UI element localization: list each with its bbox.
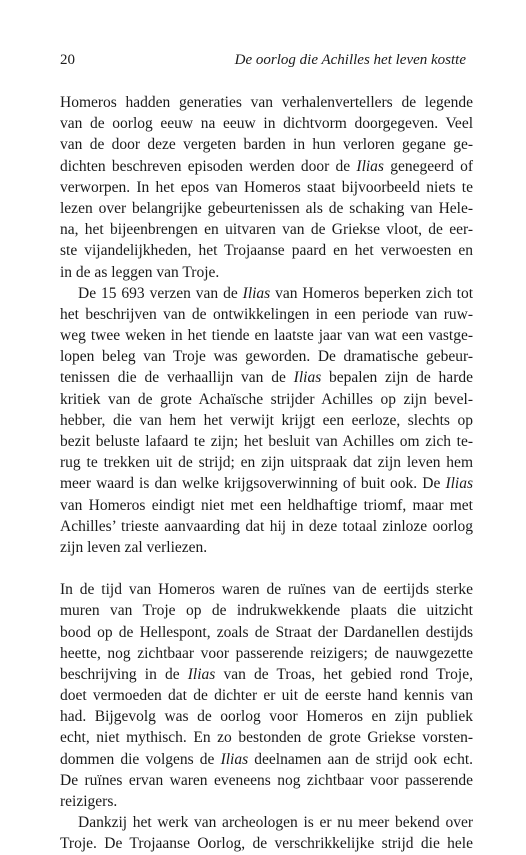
text-run: bezit beluste lafaard te zijn; het besluit van Achilles om zich te- [60, 433, 473, 450]
text-run: rug te trekken uit de strijd; en zijn uitspraak dat zijn leven hem [60, 454, 473, 472]
text-line [60, 770, 473, 791]
text-run: weg twee weken in het tiende en laatste jaar van wat een vastge- [60, 327, 473, 345]
text-run: doet vermoeden dat de dichter er uit de eerste hand kennis van [60, 687, 473, 705]
paragraph [60, 92, 473, 283]
text-line [60, 431, 473, 452]
text-line [60, 262, 473, 283]
text-line [60, 643, 473, 664]
text-line [60, 219, 473, 240]
text-run: deelnamen aan de strijd ook echt. [248, 750, 473, 768]
text-line [60, 240, 473, 261]
text-run: verworpen. In het epos van Homeros staat bijvoorbeeld niets te [60, 178, 473, 196]
text-line [60, 685, 473, 706]
text-line [60, 367, 473, 388]
text-line [60, 537, 473, 558]
text-run: tenissen die de verhaallijn van de [60, 369, 294, 387]
text-run: De 15 693 verzen van de [78, 284, 243, 302]
text-run: Homeros hadden generaties van verhalenvertellers de legende [60, 94, 473, 111]
text-run: kritiek van de grote Achaïsche strijder Achilles op zijn bevel- [60, 390, 473, 408]
italic-title: Ilias [445, 475, 473, 493]
text-run: bepalen zijn de harde [321, 369, 473, 387]
text-run: dichten beschreven episoden werden door de [60, 157, 357, 175]
italic-title: Ilias [187, 665, 216, 683]
text-line [60, 410, 473, 431]
text-run: lopen beleg van Troje was geworden. De dramatische gebeur- [60, 348, 473, 366]
text-run: dommen die volgens de [60, 750, 221, 768]
text-line [60, 706, 473, 727]
text-line [60, 664, 473, 685]
text-run: reizigers. [60, 793, 118, 810]
text-line [60, 749, 473, 770]
page-number: 20 [60, 52, 75, 68]
text-run: hebber, die van hem het verwijt krijgt een eerloze, slechts op [60, 411, 473, 429]
text-line [60, 516, 473, 537]
text-run: Troje. De Trojaanse Oorlog, de verschrikkelijke strijd die hele [60, 835, 473, 853]
text-line [60, 495, 473, 516]
running-title: De oorlog die Achilles het leven kostte [234, 52, 466, 68]
text-run: van de door deze vergeten barden in hun verloren gegane ge- [60, 136, 473, 154]
italic-title: Ilias [356, 157, 384, 175]
italic-title: Ilias [242, 284, 271, 302]
text-run: In de tijd van Homeros waren de ruïnes van de eertijds sterke [60, 581, 473, 599]
text-run: beschrijving in de [60, 665, 188, 683]
text-run: bood op de Hellespont, zoals de Straat der Dardanellen destijds [60, 623, 473, 641]
text-run: had. Bijgevolg was de oorlog voor Homeros en zijn publiek [60, 708, 473, 726]
text-run: lezen over belangrijke gebeurtenissen als de schaking van Hele- [60, 199, 473, 217]
text-run: ste vijandelijkheden, het Trojaanse paard en het verwoesten en [60, 242, 473, 260]
text-run: genegeerd of [383, 157, 473, 175]
text-line [60, 833, 473, 854]
text-run: van Homeros beperken zich tot [270, 284, 473, 302]
text-run: van de Troas, het gebied rond Troje, [215, 665, 473, 683]
text-run: het beschrijven van de ontwikkelingen in een periode van ruw- [60, 305, 473, 323]
text-line [60, 727, 473, 748]
body-text [60, 92, 473, 855]
text-line [60, 346, 473, 367]
text-run: De ruïnes ervan waren eveneens nog zichtbaar voor passerende [60, 771, 473, 789]
paragraph [60, 283, 473, 558]
text-line [60, 198, 473, 219]
text-run: echt, niet mythisch. En zo bestonden de grote Griekse vorsten- [60, 729, 473, 747]
text-line [60, 622, 473, 643]
text-run: Achilles’ trieste aanvaarding dat hij in deze totaal zinloze oorlog [60, 517, 473, 535]
text-run: heette, nog zichtbaar voor passerende reizigers; de nauwgezette [60, 644, 473, 662]
text-line [60, 600, 473, 621]
page-header [60, 52, 466, 74]
text-line [60, 325, 473, 346]
text-line [60, 812, 473, 833]
text-run: Dankzij het werk van archeologen is er nu meer bekend over [78, 814, 473, 832]
text-line [60, 304, 473, 325]
text-line [60, 473, 473, 494]
text-line [60, 156, 473, 177]
text-run: van de oorlog eeuw na eeuw in dichtvorm doorgegeven. Veel [60, 115, 473, 133]
text-line [60, 177, 473, 198]
text-run: meer waard is dan welke krijgsoverwinning of buit ook. De [60, 475, 446, 493]
text-line [60, 113, 473, 134]
text-line [60, 579, 473, 600]
text-line [60, 791, 473, 812]
text-line [60, 452, 473, 473]
italic-title: Ilias [220, 750, 249, 768]
text-line [60, 92, 473, 113]
paragraph [60, 812, 473, 854]
paragraph [60, 579, 473, 812]
text-line [60, 389, 473, 410]
text-line [60, 134, 473, 155]
text-run: van Homeros eindigt niet met een heldhaftige triomf, maar met [60, 496, 473, 514]
text-run: muren van Troje op de indrukwekkende plaats die uitzicht [60, 602, 473, 620]
text-run: na, het bijeenbrengen en uitvaren van de Griekse vloot, de eer- [60, 221, 473, 239]
section-break [60, 558, 473, 579]
italic-title: Ilias [293, 369, 322, 387]
text-line [60, 283, 473, 304]
text-run: zijn leven zal verliezen. [60, 538, 208, 556]
text-run: in de as leggen van Troje. [60, 263, 220, 281]
